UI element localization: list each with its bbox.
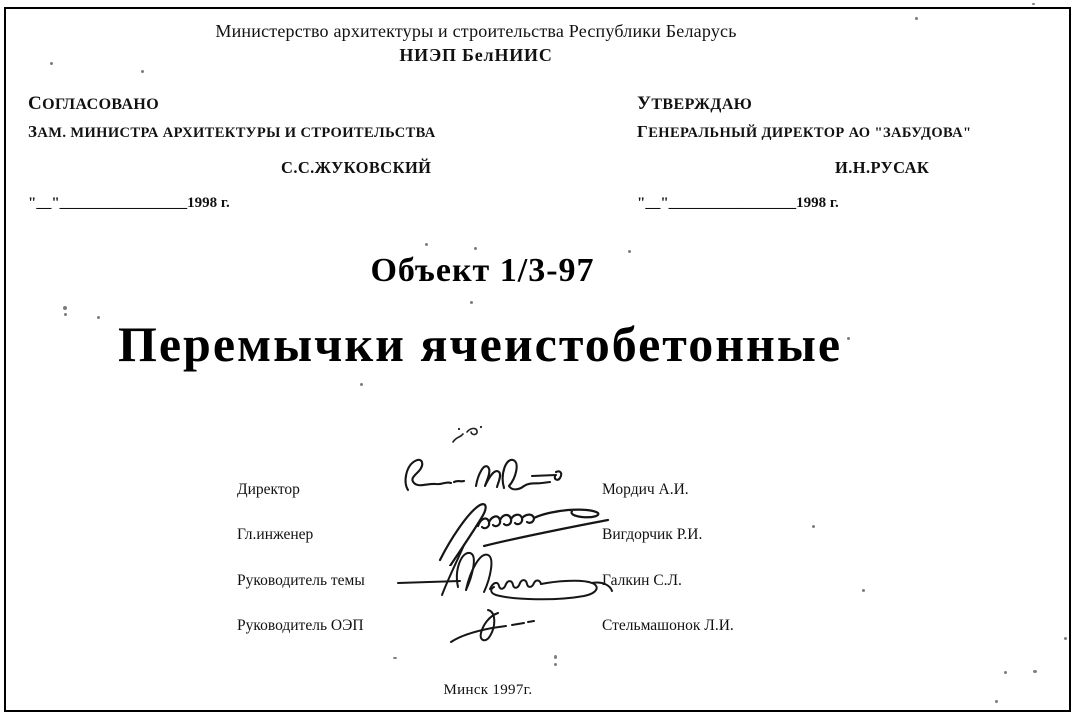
scan-speck bbox=[862, 589, 865, 592]
table-row bbox=[237, 617, 797, 662]
table-row bbox=[237, 572, 797, 617]
agreed-date-line: "__"_________________1998 г. bbox=[28, 195, 230, 211]
role-label: Гл.инженер bbox=[237, 526, 314, 544]
institute-name: НИЭП БелНИИС bbox=[399, 45, 553, 65]
scan-speck bbox=[554, 655, 557, 659]
scan-speck bbox=[554, 663, 557, 666]
scan-speck bbox=[847, 337, 850, 340]
agreed-position: ЗАМ. МИНИСТРА АРХИТЕКТУРЫ И СТРОИТЕЛЬСТВА bbox=[28, 122, 436, 141]
scan-speck bbox=[50, 62, 53, 65]
signatory-name: Вигдорчик Р.И. bbox=[602, 526, 703, 544]
agreed-label: СОГЛАСОВАНО bbox=[28, 93, 160, 114]
ministry-title: Министерство архитектуры и строительства Республики Беларусь bbox=[215, 21, 737, 41]
scan-speck bbox=[425, 243, 428, 246]
role-label: Директор bbox=[237, 481, 300, 498]
scan-speck bbox=[995, 700, 998, 703]
table-row bbox=[237, 526, 797, 571]
approved-label: УТВЕРЖДАЮ bbox=[637, 93, 753, 114]
scan-speck bbox=[393, 657, 397, 659]
scan-speck bbox=[628, 250, 631, 253]
table-row bbox=[237, 481, 797, 526]
scan-speck bbox=[141, 70, 144, 73]
scan-speck bbox=[1064, 637, 1067, 640]
approved-date-line: "__"_________________1998 г. bbox=[637, 195, 839, 211]
agreed-signatory-name: С.С.ЖУКОВСКИЙ bbox=[281, 158, 432, 177]
approved-signatory-name: И.Н.РУСАК bbox=[835, 158, 930, 177]
signatory-name: Галкин С.Л. bbox=[602, 571, 682, 589]
scan-speck bbox=[63, 306, 67, 310]
agreed-block bbox=[28, 93, 528, 212]
scan-speck bbox=[360, 383, 363, 386]
signature-table bbox=[237, 481, 797, 662]
scan-speck bbox=[915, 17, 918, 20]
scan-speck bbox=[812, 525, 815, 528]
object-number-title: Объект 1/3-97 bbox=[370, 252, 595, 289]
scan-speck bbox=[1033, 670, 1037, 673]
scan-speck bbox=[1032, 3, 1035, 5]
scan-speck bbox=[1004, 671, 1007, 674]
scan-speck bbox=[470, 301, 473, 304]
scan-speck bbox=[64, 313, 67, 316]
role-label: Руководитель темы bbox=[237, 571, 365, 589]
signatory-name: Стельмашонок Л.И. bbox=[602, 616, 734, 634]
scan-speck bbox=[97, 316, 100, 319]
document-title: Перемычки ячеистобетонные bbox=[117, 316, 843, 372]
approved-position: ГЕНЕРАЛЬНЫЙ ДИРЕКТОР АО "ЗАБУДОВА" bbox=[637, 122, 972, 141]
city-year-footer: Минск 1997г. bbox=[443, 682, 533, 698]
scan-speck bbox=[474, 247, 477, 250]
approved-block bbox=[637, 93, 1067, 212]
role-label: Руководитель ОЭП bbox=[237, 616, 364, 634]
signatory-name: Мордич А.И. bbox=[602, 481, 689, 498]
